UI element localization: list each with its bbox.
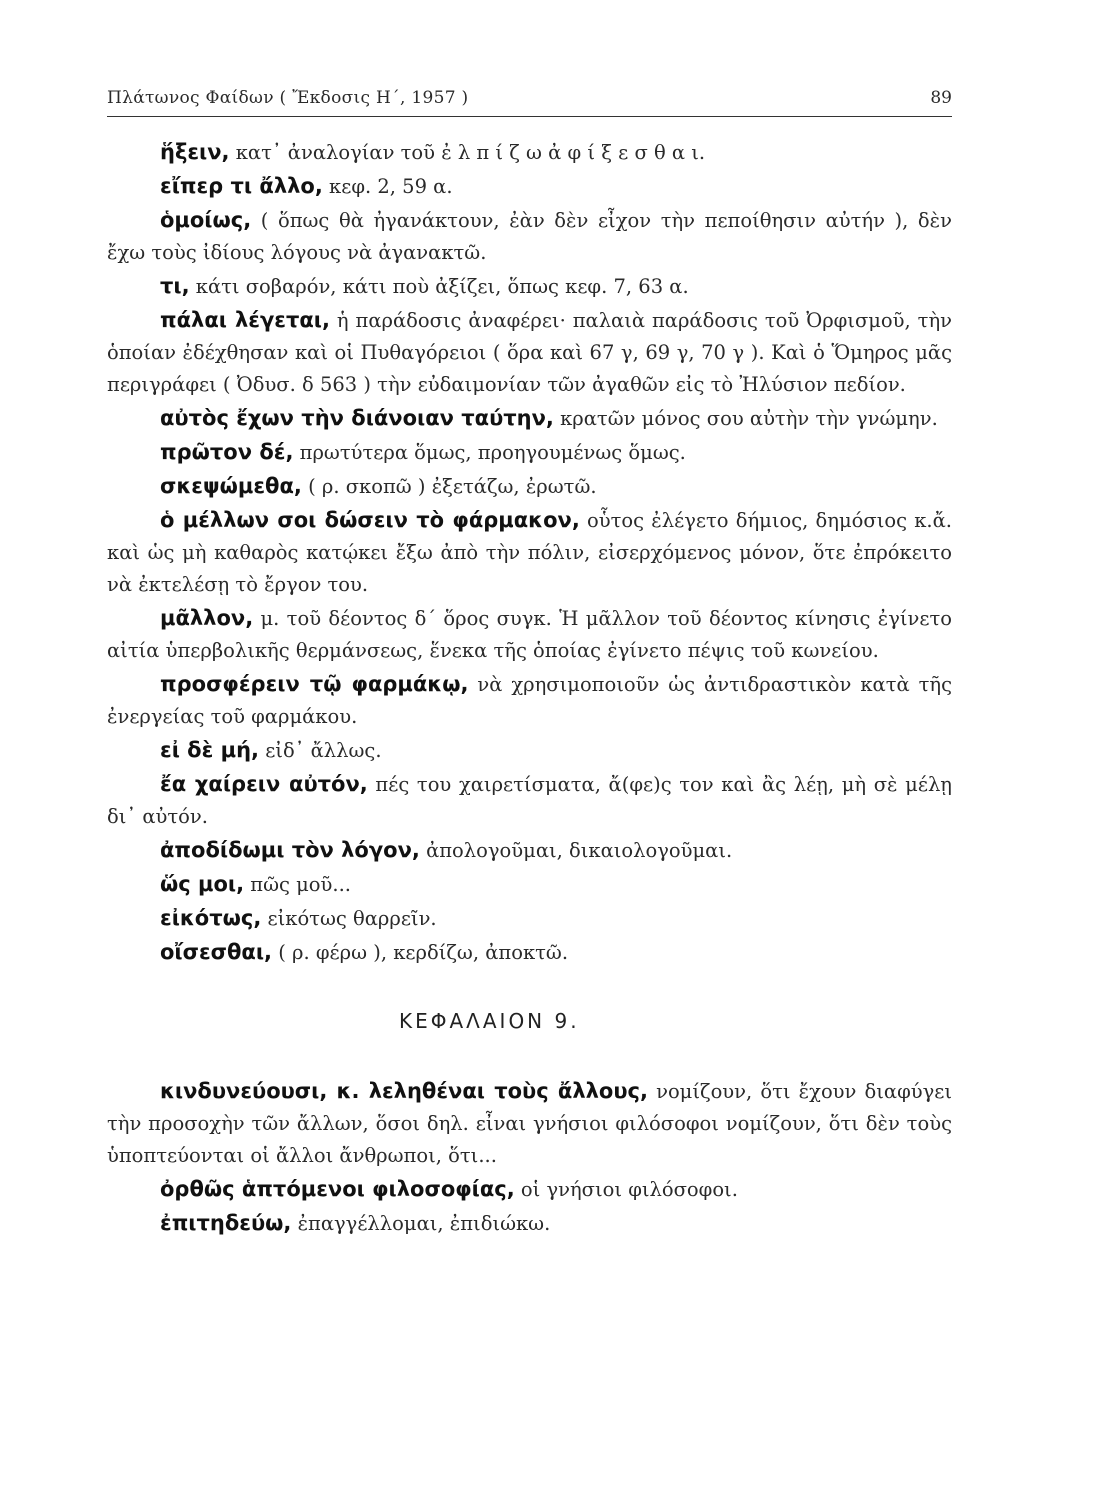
- entry-lemma: ἐπιτηδεύω,: [160, 1211, 292, 1235]
- entry-lemma: ἔα χαίρειν αὐτόν,: [160, 772, 368, 796]
- entry-lemma: ὁ μέλλων σοι δώσειν τὸ φάρμακον,: [160, 508, 580, 532]
- entry-gloss: ἐπαγγέλλομαι, ἐπιδιώκω.: [291, 1212, 551, 1235]
- chapter-heading: ΚΕΦΑΛΑΙΟΝ 9.: [399, 1009, 580, 1033]
- entry-lemma: κινδυνεύουσι, κ. λεληθέναι τοὺς ἄλλους,: [160, 1079, 648, 1103]
- glossary-entry: [107, 1075, 952, 1172]
- entry-gloss: κάτι σοβαρόν, κάτι ποὺ ἀξίζει, ὅπως κεφ. 7, 63 α.: [189, 275, 689, 298]
- entry-lemma: οἴσεσθαι,: [160, 940, 273, 964]
- glossary-entry: [107, 304, 952, 401]
- glossary-entry: [107, 470, 952, 503]
- glossary-part-2: [107, 1075, 952, 1240]
- glossary-entry: [107, 734, 952, 767]
- glossary-entry: [107, 136, 952, 169]
- entry-lemma: πρῶτον δέ,: [160, 440, 294, 464]
- glossary-entry: [107, 1207, 952, 1240]
- entry-gloss: εἰδ᾽ ἄλλως.: [259, 739, 382, 762]
- glossary-entry: [107, 936, 952, 969]
- entry-gloss: πρωτύτερα ὅμως, προηγουμένως ὅμως.: [293, 441, 686, 464]
- entry-gloss: νὰ χρησιμοποιοῦν ὡς ἀντιδραστικὸν κατὰ τῆς ἐνεργείας τοῦ φαρμάκου.: [107, 673, 952, 728]
- glossary-entry: [107, 602, 952, 667]
- entry-gloss: ( ρ. φέρω ), κερδίζω, ἀποκτῶ.: [272, 941, 569, 964]
- entry-gloss: πῶς μοῦ...: [244, 873, 351, 896]
- glossary-entry: [107, 834, 952, 867]
- entry-lemma: ὁμοίως,: [160, 208, 252, 232]
- entry-lemma: εἰκότως,: [160, 906, 262, 930]
- glossary-entry: [107, 170, 952, 203]
- glossary-entry: [107, 402, 952, 435]
- entry-lemma: τι,: [160, 274, 190, 298]
- entry-lemma: ὀρθῶς ἁπτόμενοι φιλοσοφίας,: [160, 1177, 515, 1201]
- glossary-entry: [107, 868, 952, 901]
- entry-lemma: μᾶλλον,: [160, 606, 254, 630]
- entry-lemma: εἴπερ τι ἄλλο,: [160, 174, 323, 198]
- entry-gloss: κρατῶν μόνος σου αὐτὴν τὴν γνώμην.: [553, 407, 938, 430]
- entry-gloss: εἰκότως θαρρεῖν.: [261, 907, 437, 930]
- running-header: [107, 86, 952, 117]
- page-number: 89: [930, 88, 952, 108]
- entry-gloss: ἀπολογοῦμαι, δικαιολογοῦμαι.: [419, 839, 733, 862]
- glossary-entry: [107, 1173, 952, 1206]
- entry-gloss: οὗτος ἐλέγετο δήμιος, δημόσιος κ.ἄ. καὶ ὡς μὴ καθαρὸς κατῴκει ἔξω ἀπὸ τὴν πόλιν, εἰσερχόμενος μόνον, ὅτε ἐπρόκειτο νὰ ἐκτελέσῃ τὸ ἔργον του.: [107, 509, 952, 596]
- glossary-part-1: [107, 136, 952, 969]
- entry-lemma: εἰ δὲ μή,: [160, 738, 259, 762]
- running-title: Πλάτωνος Φαίδων ( Ἔκδοσις Η΄, 1957 ): [107, 88, 469, 108]
- entry-gloss: νομίζουν, ὅτι ἔχουν διαφύγει τὴν προσοχὴν τῶν ἄλλων, ὅσοι δηλ. εἶναι γνήσιοι φιλόσοφοι νομίζουν, ὅτι δὲν τοὺς ὑποπτεύονται οἱ ἄλλοι ἄνθρωποι, ὅτι...: [107, 1080, 952, 1167]
- page-body: [107, 136, 952, 1241]
- entry-gloss: οἱ γνήσιοι φιλόσοφοι.: [514, 1178, 738, 1201]
- entry-lemma: αὐτὸς ἔχων τὴν διάνοιαν ταύτην,: [160, 406, 554, 430]
- entry-lemma: ἀποδίδωμι τὸν λόγον,: [160, 838, 420, 862]
- entry-gloss: κατ᾽ ἀναλογίαν τοῦ ἐ λ π ί ζ ω ἀ φ ί ξ ε σ θ α ι.: [229, 141, 706, 164]
- entry-gloss: κεφ. 2, 59 α.: [322, 175, 453, 198]
- entry-lemma: πάλαι λέγεται,: [160, 308, 330, 332]
- entry-lemma: ἥξειν,: [160, 140, 230, 164]
- glossary-entry: [107, 768, 952, 833]
- glossary-entry: [107, 204, 952, 269]
- entry-lemma: σκεψώμεθα,: [160, 474, 302, 498]
- glossary-entry: [107, 902, 952, 935]
- entry-gloss: ( ρ. σκοπῶ ) ἐξετάζω, ἐρωτῶ.: [301, 475, 597, 498]
- glossary-entry: [107, 668, 952, 733]
- glossary-entry: [107, 504, 952, 601]
- glossary-entry: [107, 436, 952, 469]
- entry-gloss: πές του χαιρετίσματα, ἄ(φε)ς τον καὶ ἂς λέῃ, μὴ σὲ μέλῃ δι᾽ αὐτόν.: [107, 773, 952, 828]
- entry-lemma: ὥς μοι,: [160, 872, 245, 896]
- entry-gloss: ( ὅπως θὰ ἠγανάκτουν, ἐὰν δὲν εἶχον τὴν πεποίθησιν αὐτήν ), δὲν ἔχω τοὺς ἰδίους λόγους νὰ ἀγανακτῶ.: [107, 209, 952, 264]
- entry-gloss: μ. τοῦ δέοντος δ΄ ὅρος συγκ. Ἡ μᾶλλον τοῦ δέοντος κίνησις ἐγίνετο αἰτία ὑπερβολικῆς θερμάνσεως, ἕνεκα τῆς ὁποίας ἐγίνετο πέψις τοῦ κωνείου.: [107, 607, 952, 662]
- entry-gloss: ἡ παράδοσις ἀναφέρει· παλαιὰ παράδοσις τοῦ Ὀρφισμοῦ, τὴν ὁποίαν ἐδέχθησαν καὶ οἱ Πυθαγόρειοι ( ὅρα καὶ 67 γ, 69 γ, 70 γ ). Καὶ ὁ Ὅμηρος μᾶς περιγράφει ( Ὀδυσ. δ 563 ) τὴν εὐδαιμονίαν τῶν ἀγαθῶν εἰς τὸ Ἠλύσιον πεδίον.: [107, 309, 952, 396]
- entry-lemma: προσφέρειν τῷ φαρμάκῳ,: [160, 672, 469, 696]
- glossary-entry: [107, 270, 952, 303]
